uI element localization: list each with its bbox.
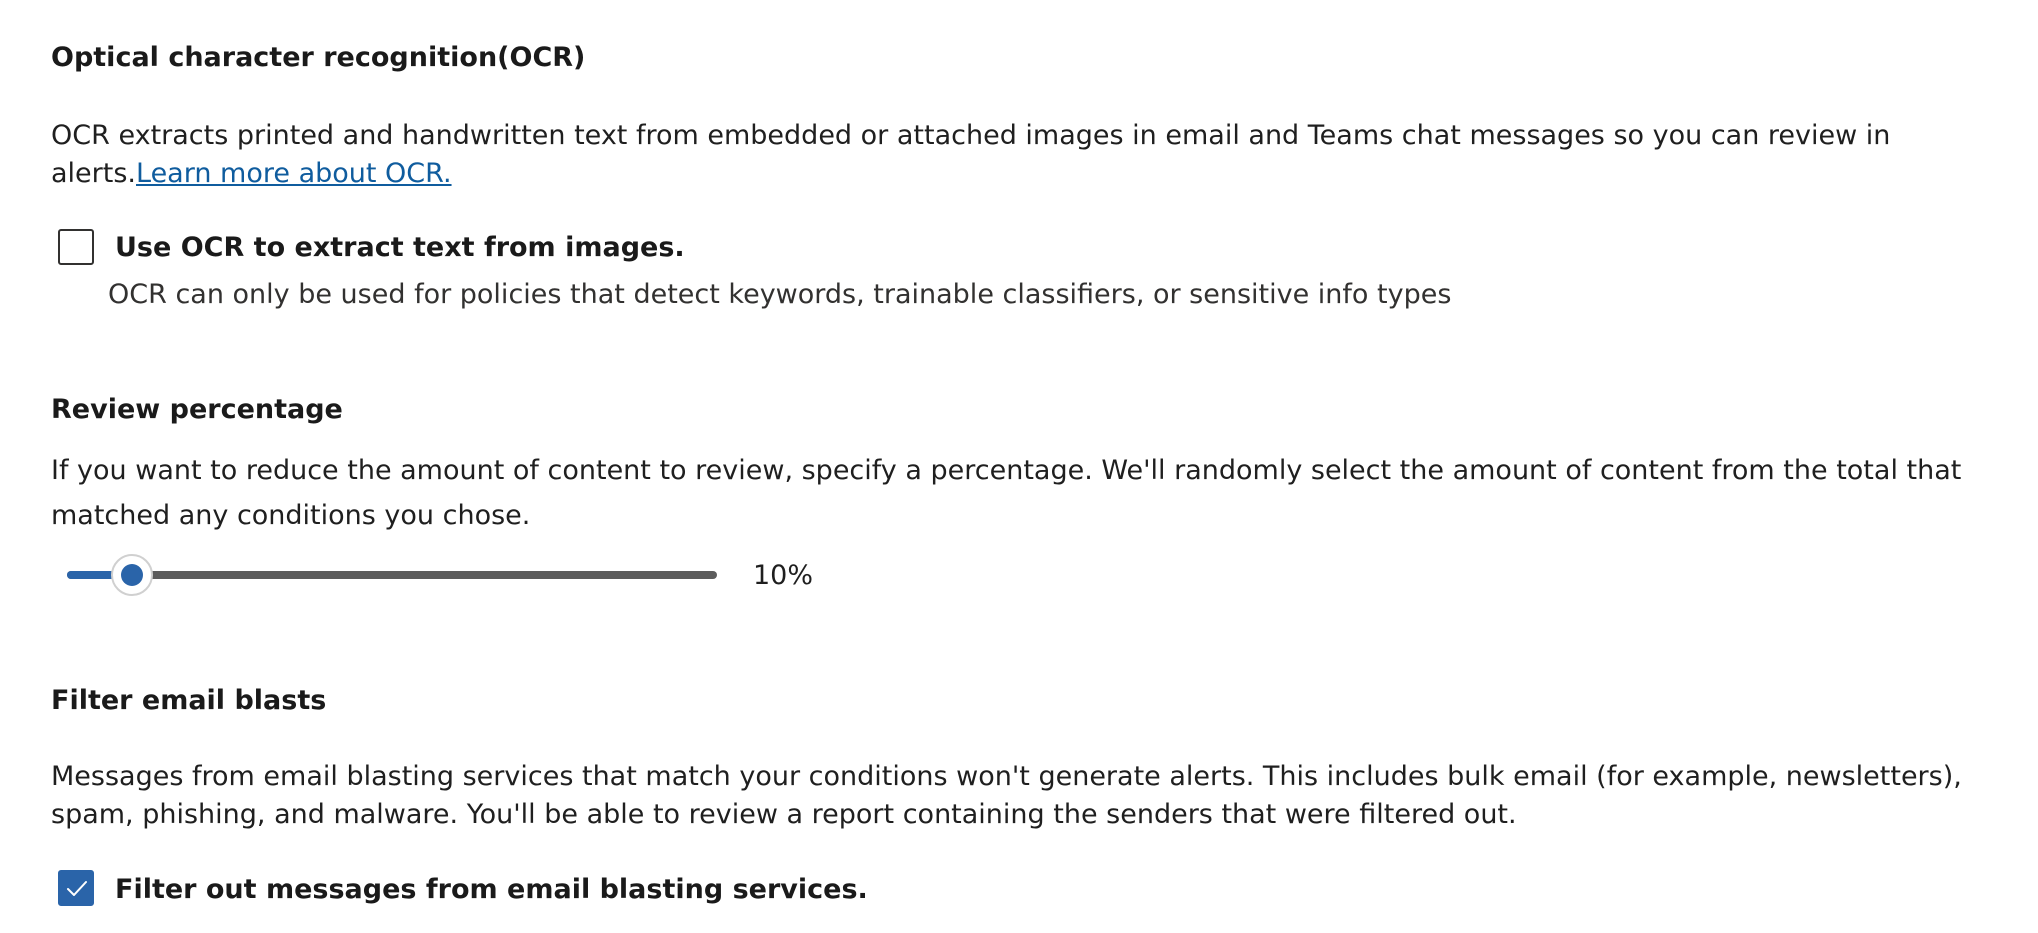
ocr-checkbox-sublabel: OCR can only be used for policies that detect keywords, trainable classifiers, or sensitive info types — [108, 279, 1452, 310]
review-percentage-slider[interactable] — [67, 560, 717, 590]
ocr-description — [51, 117, 1991, 193]
filter-email-blasts-checkbox-label[interactable]: Filter out messages from email blasting services. — [115, 874, 868, 905]
ocr-description-text: OCR extracts printed and handwritten text from embedded or attached images in email and Teams chat messages so you can review in alerts. — [51, 120, 1891, 189]
learn-more-ocr-link[interactable]: Learn more about OCR. — [136, 158, 452, 189]
review-percentage-description: If you want to reduce the amount of content to review, specify a percentage. We'll randomly select the amount of content from the total that matched any conditions you chose. — [51, 455, 1962, 531]
filter-email-blasts-description: Messages from email blasting services that match your conditions won't generate alerts. This includes bulk email (for example, newsletters), spam, phishing, and malware. You'll be able to review a report containing the senders that were filtered out. — [51, 761, 1962, 830]
review-percentage-heading: Review percentage — [51, 394, 343, 425]
slider-thumb[interactable] — [111, 554, 153, 596]
filter-email-blasts-checkbox[interactable] — [58, 870, 94, 906]
ocr-heading: Optical character recognition(OCR) — [51, 42, 586, 73]
review-percentage-value: 10% — [753, 560, 814, 591]
ocr-checkbox[interactable] — [58, 229, 94, 265]
checkmark-icon — [66, 879, 88, 899]
slider-track[interactable] — [67, 571, 717, 579]
filter-email-blasts-heading: Filter email blasts — [51, 685, 327, 716]
ocr-checkbox-label[interactable]: Use OCR to extract text from images. — [115, 232, 685, 263]
